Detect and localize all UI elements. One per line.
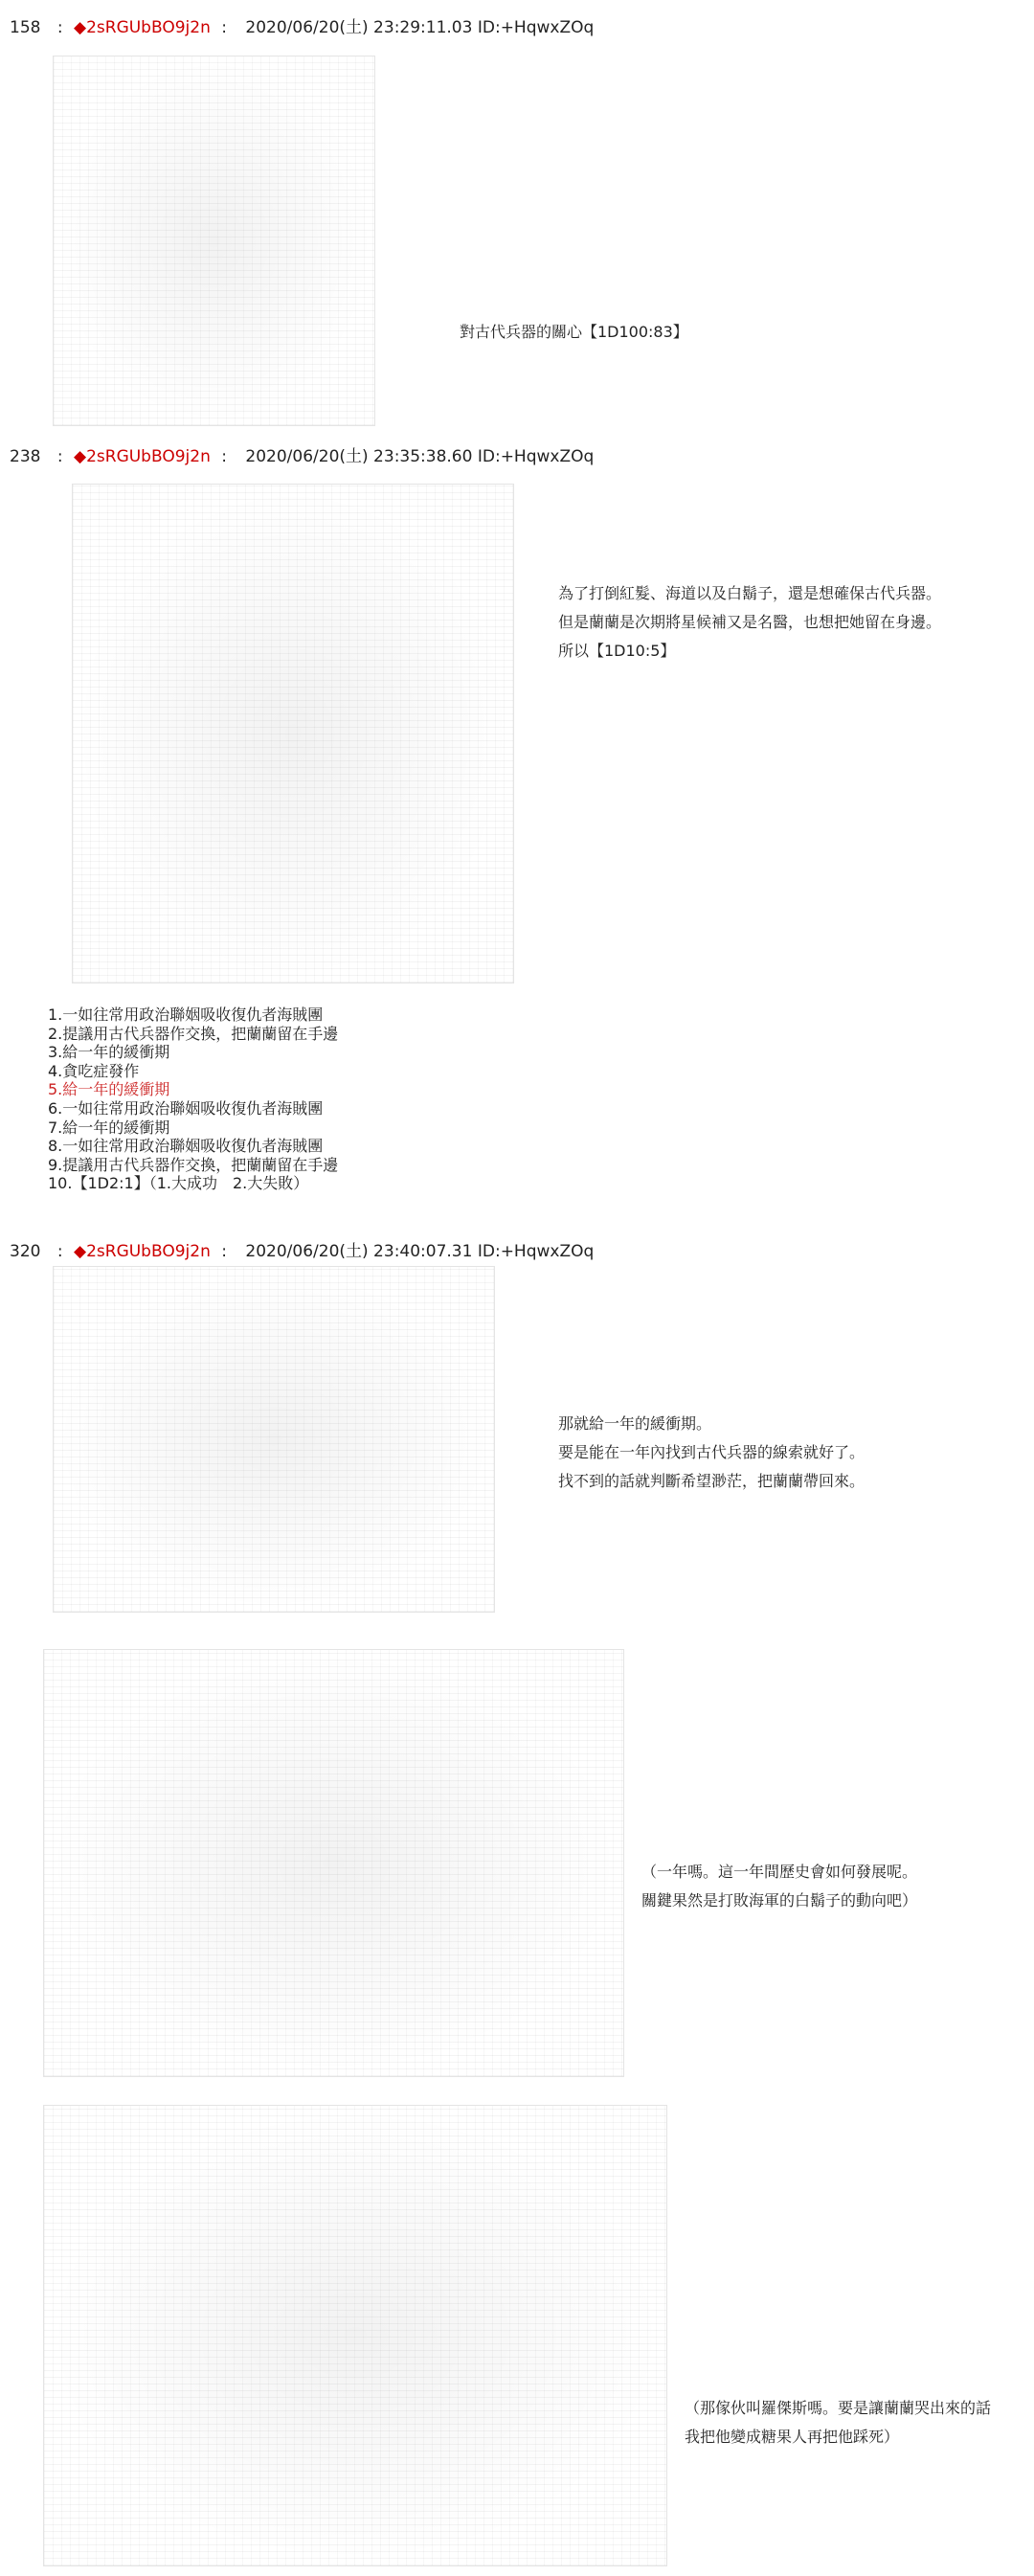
post-datetime: 2020/06/20(土) 23:35:38.60 [245, 447, 473, 466]
ascii-art-character [53, 1266, 495, 1613]
ascii-art-character [43, 2105, 667, 2566]
choice-item: 10.【1D2:1】（1.大成功 2.大失敗） [48, 1174, 309, 1193]
post-author[interactable]: 2sRGUbBO9j2n [86, 447, 211, 466]
choice-list [48, 1006, 338, 1193]
choice-item: 7.給一年的緩衝期 [48, 1118, 170, 1137]
post-number: 158 [10, 18, 41, 37]
choice-item: 9.提議用古代兵器作交換，把蘭蘭留在手邊 [48, 1155, 339, 1174]
choice-item: 6.一如往常用政治聯姻吸收復仇者海賊團 [48, 1098, 324, 1118]
ascii-art-character [72, 484, 514, 983]
post-number: 320 [10, 1242, 41, 1261]
post-datetime: 2020/06/20(土) 23:40:07.31 [245, 1242, 473, 1261]
choice-item: 4.貪吃症發作 [48, 1061, 140, 1080]
post-id: ID:+HqwxZOq [477, 447, 595, 466]
post-author[interactable]: 2sRGUbBO9j2n [86, 1242, 211, 1261]
trip-diamond: ◆ [74, 447, 87, 466]
post-id: ID:+HqwxZOq [477, 1242, 595, 1261]
post-datetime: 2020/06/20(土) 23:29:11.03 [245, 18, 473, 37]
post-caption: （那傢伙叫羅傑斯嗎。要是讓蘭蘭哭出來的話 我把他變成糖果人再把他踩死） [685, 2399, 992, 2446]
choice-item: 1.一如往常用政治聯姻吸收復仇者海賊團 [48, 1006, 324, 1024]
choice-item: 8.一如往常用政治聯姻吸收復仇者海賊團 [48, 1137, 324, 1156]
post-number: 238 [10, 447, 41, 466]
post-caption: 為了打倒紅髮、海道以及白鬍子，還是想確保古代兵器。 但是蘭蘭是次期將星候補又是名醫，也想把她留在身邊。 所以【1D10:5】 [558, 584, 942, 660]
ascii-art-character [53, 56, 375, 426]
post-header: 238 : ◆2sRGUbBO9j2n : 2020/06/20(土) 23:35:38.60 ID:+HqwxZOq [10, 447, 595, 466]
trip-diamond: ◆ [74, 18, 87, 37]
ascii-art-character [43, 1649, 624, 2077]
post-caption: 那就給一年的緩衝期。 要是能在一年內找到古代兵器的線索就好了。 找不到的話就判斷希望渺茫，把蘭蘭帶回來。 [558, 1414, 865, 1490]
choice-item-selected: 5.給一年的緩衝期 [48, 1080, 170, 1099]
trip-diamond: ◆ [74, 1242, 87, 1261]
choice-item: 2.提議用古代兵器作交換，把蘭蘭留在手邊 [48, 1024, 339, 1043]
choice-item: 3.給一年的緩衝期 [48, 1043, 170, 1062]
post-header: 158 : ◆2sRGUbBO9j2n : 2020/06/20(土) 23:29:11.03 ID:+HqwxZOq [10, 18, 595, 37]
post-id: ID:+HqwxZOq [477, 18, 595, 37]
post-author[interactable]: 2sRGUbBO9j2n [86, 18, 211, 37]
post-header: 320 : ◆2sRGUbBO9j2n : 2020/06/20(土) 23:40:07.31 ID:+HqwxZOq [10, 1242, 595, 1261]
post-caption: （一年嗎。這一年間歷史會如何發展呢。 關鍵果然是打敗海軍的白鬍子的動向吧） [641, 1863, 918, 1909]
post-caption: 對古代兵器的關心【1D100:83】 [460, 323, 688, 341]
